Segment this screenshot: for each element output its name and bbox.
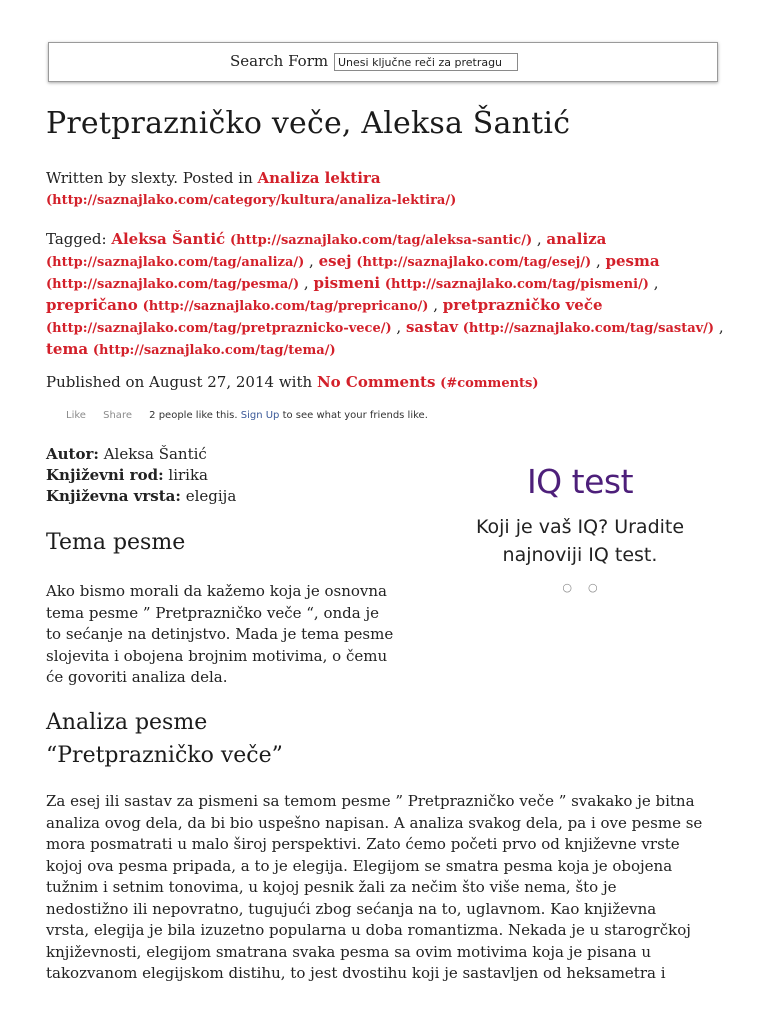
like-suffix-text: to see what your friends like. bbox=[282, 410, 428, 421]
tag-link[interactable]: pesma bbox=[605, 252, 660, 270]
page-title: Pretprazničko veče, Aleksa Šantić bbox=[46, 106, 571, 141]
tag-url[interactable]: (http://saznajlako.com/tag/analiza/) bbox=[46, 255, 305, 270]
tag-link[interactable]: analiza bbox=[546, 230, 607, 248]
tag-link[interactable]: esej bbox=[318, 252, 352, 270]
share-button[interactable]: Share bbox=[103, 410, 132, 421]
tag-url[interactable]: (http://saznajlako.com/tag/tema/) bbox=[92, 343, 336, 358]
tag-link[interactable]: prepričano bbox=[46, 296, 138, 314]
tag-url[interactable]: (http://saznajlako.com/tag/sastav/) bbox=[462, 321, 715, 336]
tag-url[interactable]: (http://saznajlako.com/tag/esej/) bbox=[356, 255, 592, 270]
section-heading-theme: Tema pesme bbox=[46, 530, 186, 555]
search-form bbox=[48, 42, 718, 82]
tag-url[interactable]: (http://saznajlako.com/tag/pismeni/) bbox=[384, 277, 649, 292]
tag-list: Tagged: Aleksa Šantić (http://saznajlako.com/tag/aleksa-santic/) , analiza (http://saznajlako.com/tag/analiza/) , esej (http://saznajlako.com/tag/esej/) , pesma (http://saznajlako.com/tag/pesma/) , pismeni (http://saznajlako.com/tag/pismeni/) , prepričano (http://saznajlako.com/tag/prepricano/) , pretprazničko veče (http://saznajlako.com/tag/pretpraznicko-vece/) , sastav (http://saznajlako.com/tag/sastav/) , tema (http://saznajlako.com/tag/tema/) bbox=[46, 230, 724, 358]
tag-url[interactable]: (http://saznajlako.com/tag/pesma/) bbox=[46, 277, 300, 292]
published-date: Published on August 27, 2014 with bbox=[46, 373, 313, 391]
category-url[interactable]: (http://saznajlako.com/category/kultura/analiza-lektira/) bbox=[46, 193, 457, 208]
ad-carousel-dots[interactable]: ○○ bbox=[562, 581, 614, 594]
ad-title[interactable]: IQ test bbox=[526, 462, 634, 501]
search-form-label: Search Form bbox=[230, 52, 329, 70]
analysis-paragraph: Za esej ili sastav za pismeni sa temom pesme ” Pretprazničko veče ” svakako je bitna analiza ovog dela, da bi bio uspešno napisan. A analiza svakog dela, pa i ove pesme se mora posmatrati u malo široj perspektivi. Zato ćemo početi prvo od književne vrste kojoj ova pesma pripada, a to je elegija. Elegijom se smatra pesma koja je obojena tužnim i setnim tonovima, u kojoj pesnik žali za nečim što više nema, što je nedostižno ili nepovratno, tugujući zbog sećanja na to, uglavnom. Kao književna vrsta, elegija je bila izuzetno popularna u doba romantizma. Nekada je u starogrčkoj književnosti, elegijom smatrana svaka pesma sa ovim motivima koja je pisana u takozvanom elegijskom distihu, to jest dvostihu koji je sastavljen od heksametra i bbox=[46, 792, 703, 982]
fact-genre: Književni rod: lirika bbox=[46, 466, 208, 484]
tags-prefix: Tagged: bbox=[46, 230, 107, 248]
category-link[interactable]: Analiza lektira bbox=[257, 169, 381, 187]
published-line bbox=[46, 372, 736, 394]
signup-link[interactable]: Sign Up bbox=[240, 410, 280, 421]
tag-link[interactable]: tema bbox=[46, 340, 89, 358]
poem-facts bbox=[46, 444, 236, 507]
theme-paragraph: Ako bismo morali da kažemo koja je osnovna tema pesme ” Pretprazničko veče “, onda je to sećanje na detinjstvo. Mada je tema pesme slojevita i obojena brojnim motivima, o čemu će govoriti analiza dela. bbox=[46, 582, 394, 686]
fact-author: Autor: Aleksa Šantić bbox=[46, 445, 207, 463]
tag-url[interactable]: (http://saznajlako.com/tag/prepricano/) bbox=[142, 299, 429, 314]
like-button[interactable]: Like bbox=[66, 410, 86, 421]
tag-link[interactable]: pretprazničko veče bbox=[442, 296, 603, 314]
iq-test-ad[interactable] bbox=[430, 462, 730, 594]
ad-text: Koji je vaš IQ? Uradite najnoviji IQ test. bbox=[475, 516, 685, 566]
tag-url[interactable]: (http://saznajlako.com/tag/pretpraznicko-vece/) bbox=[46, 321, 392, 336]
facebook-like-bar bbox=[66, 410, 428, 421]
tag-url[interactable]: (http://saznajlako.com/tag/aleksa-santic/) bbox=[229, 233, 533, 248]
tag-link[interactable]: pismeni bbox=[313, 274, 381, 292]
tag-link[interactable]: Aleksa Šantić bbox=[111, 230, 226, 248]
tag-link[interactable]: sastav bbox=[405, 318, 458, 336]
comments-link[interactable]: No Comments bbox=[316, 373, 436, 391]
fact-type: Književna vrsta: elegija bbox=[46, 487, 237, 505]
byline-prefix: Written by slexty. Posted in bbox=[46, 169, 253, 187]
section-heading-analysis: Analiza pesme “Pretprazničko veče” bbox=[46, 710, 283, 768]
like-count-text: 2 people like this. bbox=[149, 410, 238, 421]
comments-anchor[interactable]: (#comments) bbox=[440, 376, 539, 391]
byline bbox=[46, 168, 736, 211]
search-input[interactable] bbox=[334, 53, 518, 71]
